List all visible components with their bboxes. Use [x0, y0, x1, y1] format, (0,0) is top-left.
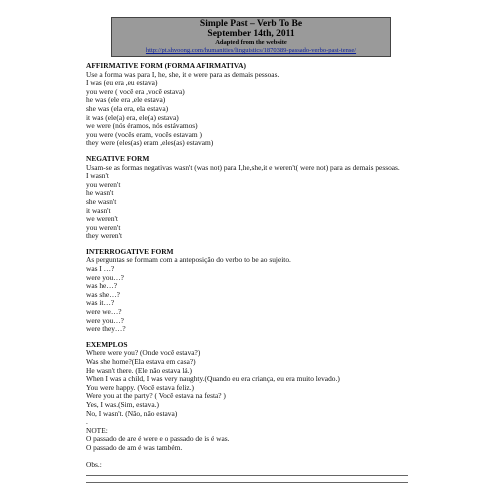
- note-line: O passado de am é was também.: [86, 442, 183, 452]
- document-title: Simple Past – Verb To Be: [199, 19, 303, 29]
- document-body: [86, 62, 416, 483]
- interrogative-line: was he…?: [86, 281, 117, 291]
- example-line: Where were you? (Onde você estava?): [86, 348, 201, 358]
- example-line: Was she home?(Ela estava em casa?): [86, 357, 196, 366]
- note-line: O passado de are é were e o passado de is é was.: [86, 434, 230, 444]
- affirmative-line: we were (nós éramos, nós estávamos): [86, 121, 198, 131]
- example-line: Yes, I was.(Sim, estava.): [86, 399, 159, 409]
- interrogative-line: were they…?: [86, 324, 126, 334]
- source-link[interactable]: http://pt.shvoong.com/humanities/linguistics/1870389-passado-verbo-past-tense/: [145, 47, 357, 54]
- affirmative-intro: Use a forma was para I, he, she, it e were para as demais pessoas.: [86, 69, 280, 79]
- adapted-note: Adapted from the website: [215, 39, 287, 46]
- interrogative-line: were you…?: [86, 315, 124, 325]
- affirmative-line: you were ( você era ,você estava): [86, 86, 185, 96]
- examples-heading: EXEMPLOS: [86, 339, 128, 349]
- affirmative-heading: AFFIRMATIVE FORM (FORMA AFIRMATIVA): [86, 61, 246, 70]
- negative-line: you weren't: [86, 222, 121, 232]
- example-line: You were happy. (Você estava feliz.): [86, 382, 195, 392]
- negative-line: he wasn't: [86, 188, 114, 198]
- interrogative-intro: As perguntas se formam com a anteposição do verbo to be ao sujeito.: [86, 255, 291, 265]
- affirmative-line: it was (ele(a) era, ele(a) estava): [86, 112, 179, 122]
- example-line: He wasn't there. (Ele não estava lá.): [86, 365, 192, 375]
- example-line: No, I wasn't. (Não, não estava): [86, 408, 178, 418]
- obs-label: Obs.:: [86, 459, 102, 469]
- note-label: NOTE:: [86, 425, 108, 435]
- example-line: When I was a child, I was very naughty.(Quando eu era criança, eu era muito levado.): [86, 374, 340, 384]
- affirmative-line: you were (vocês eram, vocês estavam ): [86, 129, 202, 139]
- example-line: Were you at the party? ( Você estava na festa? ): [86, 391, 226, 401]
- negative-line: we weren't: [86, 214, 118, 224]
- interrogative-heading: INTERROGATIVE FORM: [86, 246, 174, 256]
- negative-line: you weren't: [86, 179, 121, 189]
- interrogative-line: was she…?: [86, 289, 120, 299]
- interrogative-line: were we…?: [86, 307, 122, 317]
- title-box: [111, 17, 391, 57]
- interrogative-line: was it…?: [86, 298, 115, 308]
- negative-line: she wasn't: [86, 196, 117, 206]
- obs-blank-line: [86, 476, 408, 483]
- affirmative-line: she was (ela era, ela estava): [86, 103, 169, 113]
- affirmative-line: they were (eles(as) eram ,eles(as) estavam): [86, 138, 214, 148]
- obs-blank-line: [86, 469, 408, 476]
- affirmative-line: he was (ele era ,ele estava): [86, 95, 166, 105]
- document-date: September 14th, 2011: [207, 29, 295, 39]
- interrogative-line: were you…?: [86, 272, 124, 282]
- negative-line: they weren't: [86, 231, 123, 241]
- negative-line: it wasn't: [86, 205, 111, 215]
- note-dot: .: [86, 417, 88, 427]
- negative-heading: NEGATIVE FORM: [86, 153, 150, 163]
- negative-intro: Usam-se as formas negativas wasn't (was not) para I,he,she,it e weren't( were not) para as demais pessoas.: [86, 162, 400, 172]
- interrogative-line: was I …?: [86, 264, 115, 274]
- negative-line: I wasn't: [86, 171, 109, 181]
- affirmative-line: I was (eu era ,eu estava): [86, 78, 158, 88]
